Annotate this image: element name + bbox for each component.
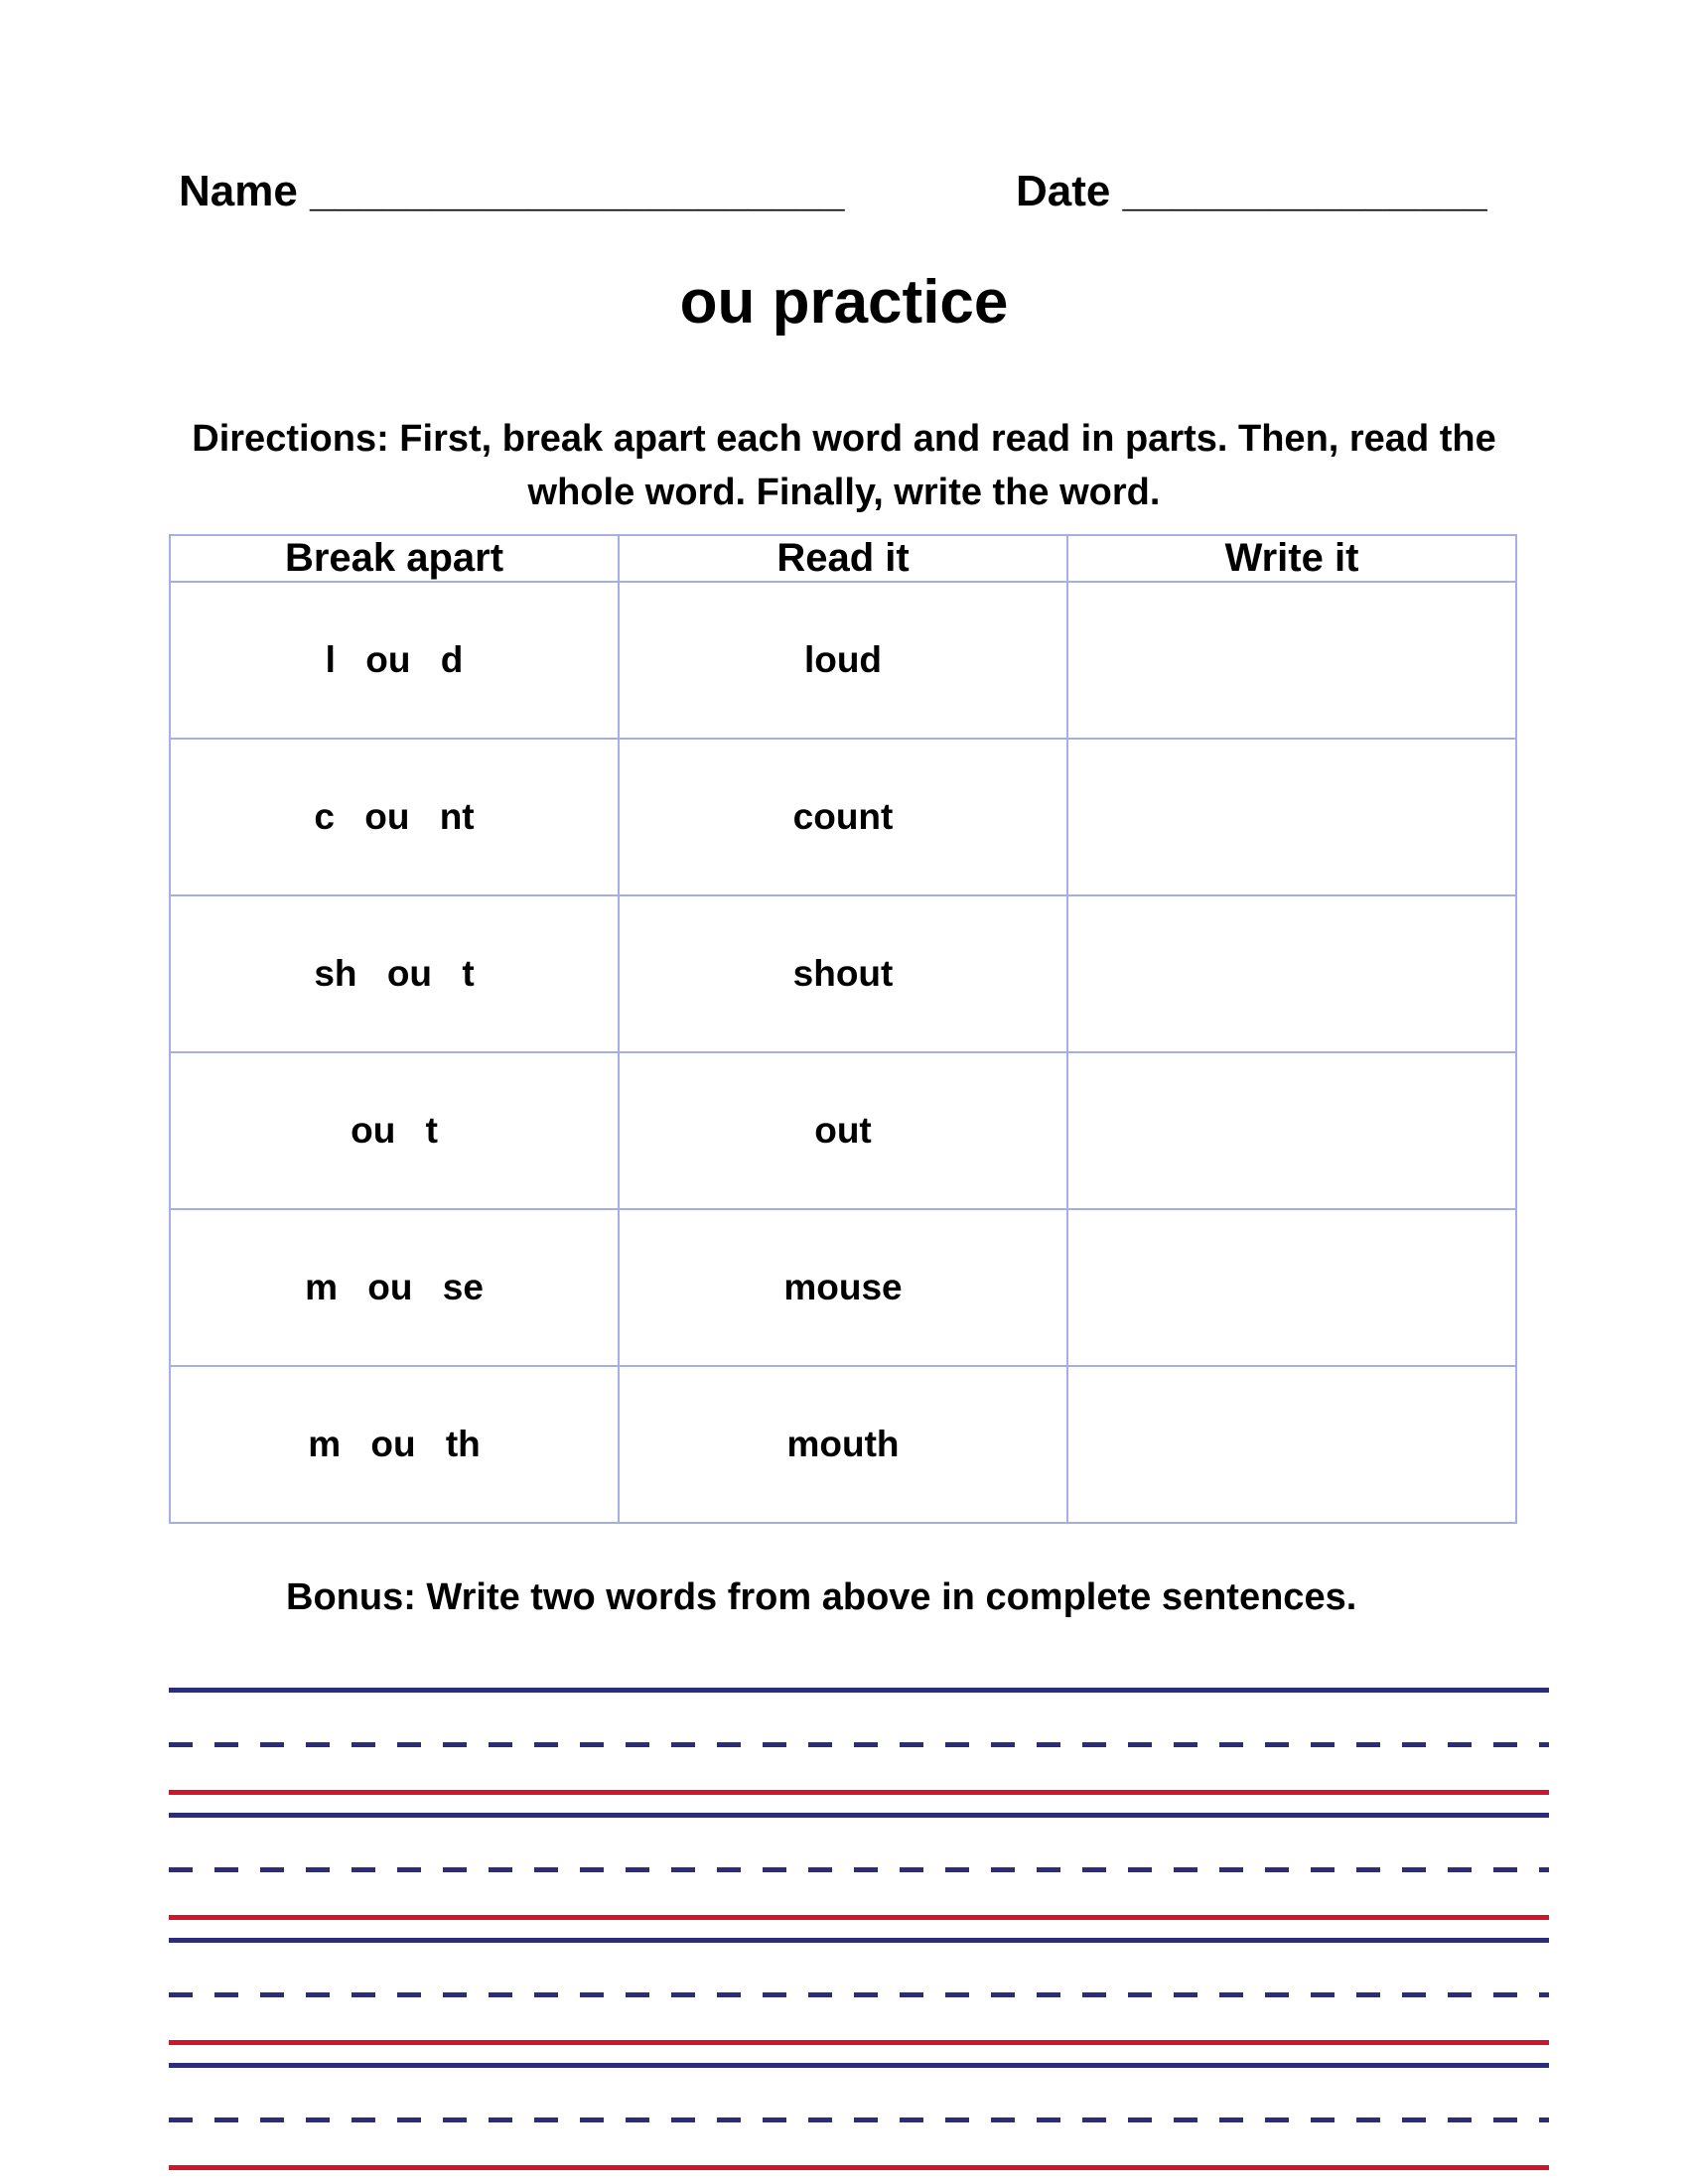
table-row [170,1209,1516,1366]
read-it-cell: loud [619,582,1067,739]
word-part: m [308,1424,342,1464]
directions-text: Directions: First, break apart each word and read in parts. Then, read the whole word. Finally, write the word. [192,418,1496,513]
write-it-cell[interactable] [1067,739,1516,895]
write-it-cell[interactable] [1067,895,1516,1052]
midline-dashed [169,1992,1549,1997]
baseline-red [169,1790,1549,1795]
break-apart-cell [170,1052,619,1209]
column-header-break-apart: Break apart [170,535,619,582]
handwriting-line-row[interactable] [169,1938,1549,2047]
write-it-cell[interactable] [1067,1209,1516,1366]
word-part: ou [367,1267,413,1307]
handwriting-line-row[interactable] [169,1688,1549,1797]
break-apart-cell [170,1209,619,1366]
word-part: ou [364,796,410,837]
read-it-cell: mouth [619,1366,1067,1523]
midline-dashed [169,2117,1549,2122]
word-part: ou [370,1424,416,1464]
read-it-cell: count [619,739,1067,895]
word-part: c [314,796,335,837]
midline-dashed [169,1742,1549,1747]
write-it-cell[interactable] [1067,1052,1516,1209]
break-apart-cell [170,895,619,1052]
handwriting-line-row[interactable] [169,1813,1549,1922]
table-row [170,895,1516,1052]
read-it-cell: mouse [619,1209,1067,1366]
top-guide-line [169,1938,1549,1943]
table-header-row [170,535,1516,582]
break-apart-cell [170,582,619,739]
column-header-read-it: Read it [619,535,1067,582]
date-field-label: Date _______________ [1016,167,1487,215]
break-apart-cell [170,739,619,895]
read-it-cell: out [619,1052,1067,1209]
word-part: m [305,1267,338,1307]
page-title: ou practice [679,268,1009,337]
handwriting-line-row[interactable] [169,2063,1549,2172]
table-row [170,582,1516,739]
handwriting-lines[interactable] [169,1688,1549,2184]
break-apart-cell [170,1366,619,1523]
word-part: ou [386,953,433,994]
table-row [170,739,1516,895]
word-part: th [445,1424,481,1464]
word-part: nt [439,796,475,837]
table-row [170,1052,1516,1209]
baseline-red [169,1915,1549,1920]
word-part: t [462,953,475,994]
word-part: sh [314,953,357,994]
midline-dashed [169,1867,1549,1872]
name-field-label: Name ______________________ [179,167,845,215]
top-guide-line [169,1813,1549,1818]
write-it-cell[interactable] [1067,582,1516,739]
practice-table [169,534,1517,1524]
top-guide-line [169,2063,1549,2068]
column-header-write-it: Write it [1067,535,1516,582]
table-row [170,1366,1516,1523]
word-part: d [440,639,464,680]
word-part: ou [365,639,411,680]
top-guide-line [169,1688,1549,1693]
bonus-prompt: Bonus: Write two words from above in complete sentences. [286,1576,1357,1618]
word-part: se [442,1267,484,1307]
read-it-cell: shout [619,895,1067,1052]
write-it-cell[interactable] [1067,1366,1516,1523]
word-part: l [325,639,336,680]
word-part: t [425,1110,438,1151]
baseline-red [169,2040,1549,2045]
baseline-red [169,2165,1549,2170]
word-part: ou [351,1110,396,1151]
